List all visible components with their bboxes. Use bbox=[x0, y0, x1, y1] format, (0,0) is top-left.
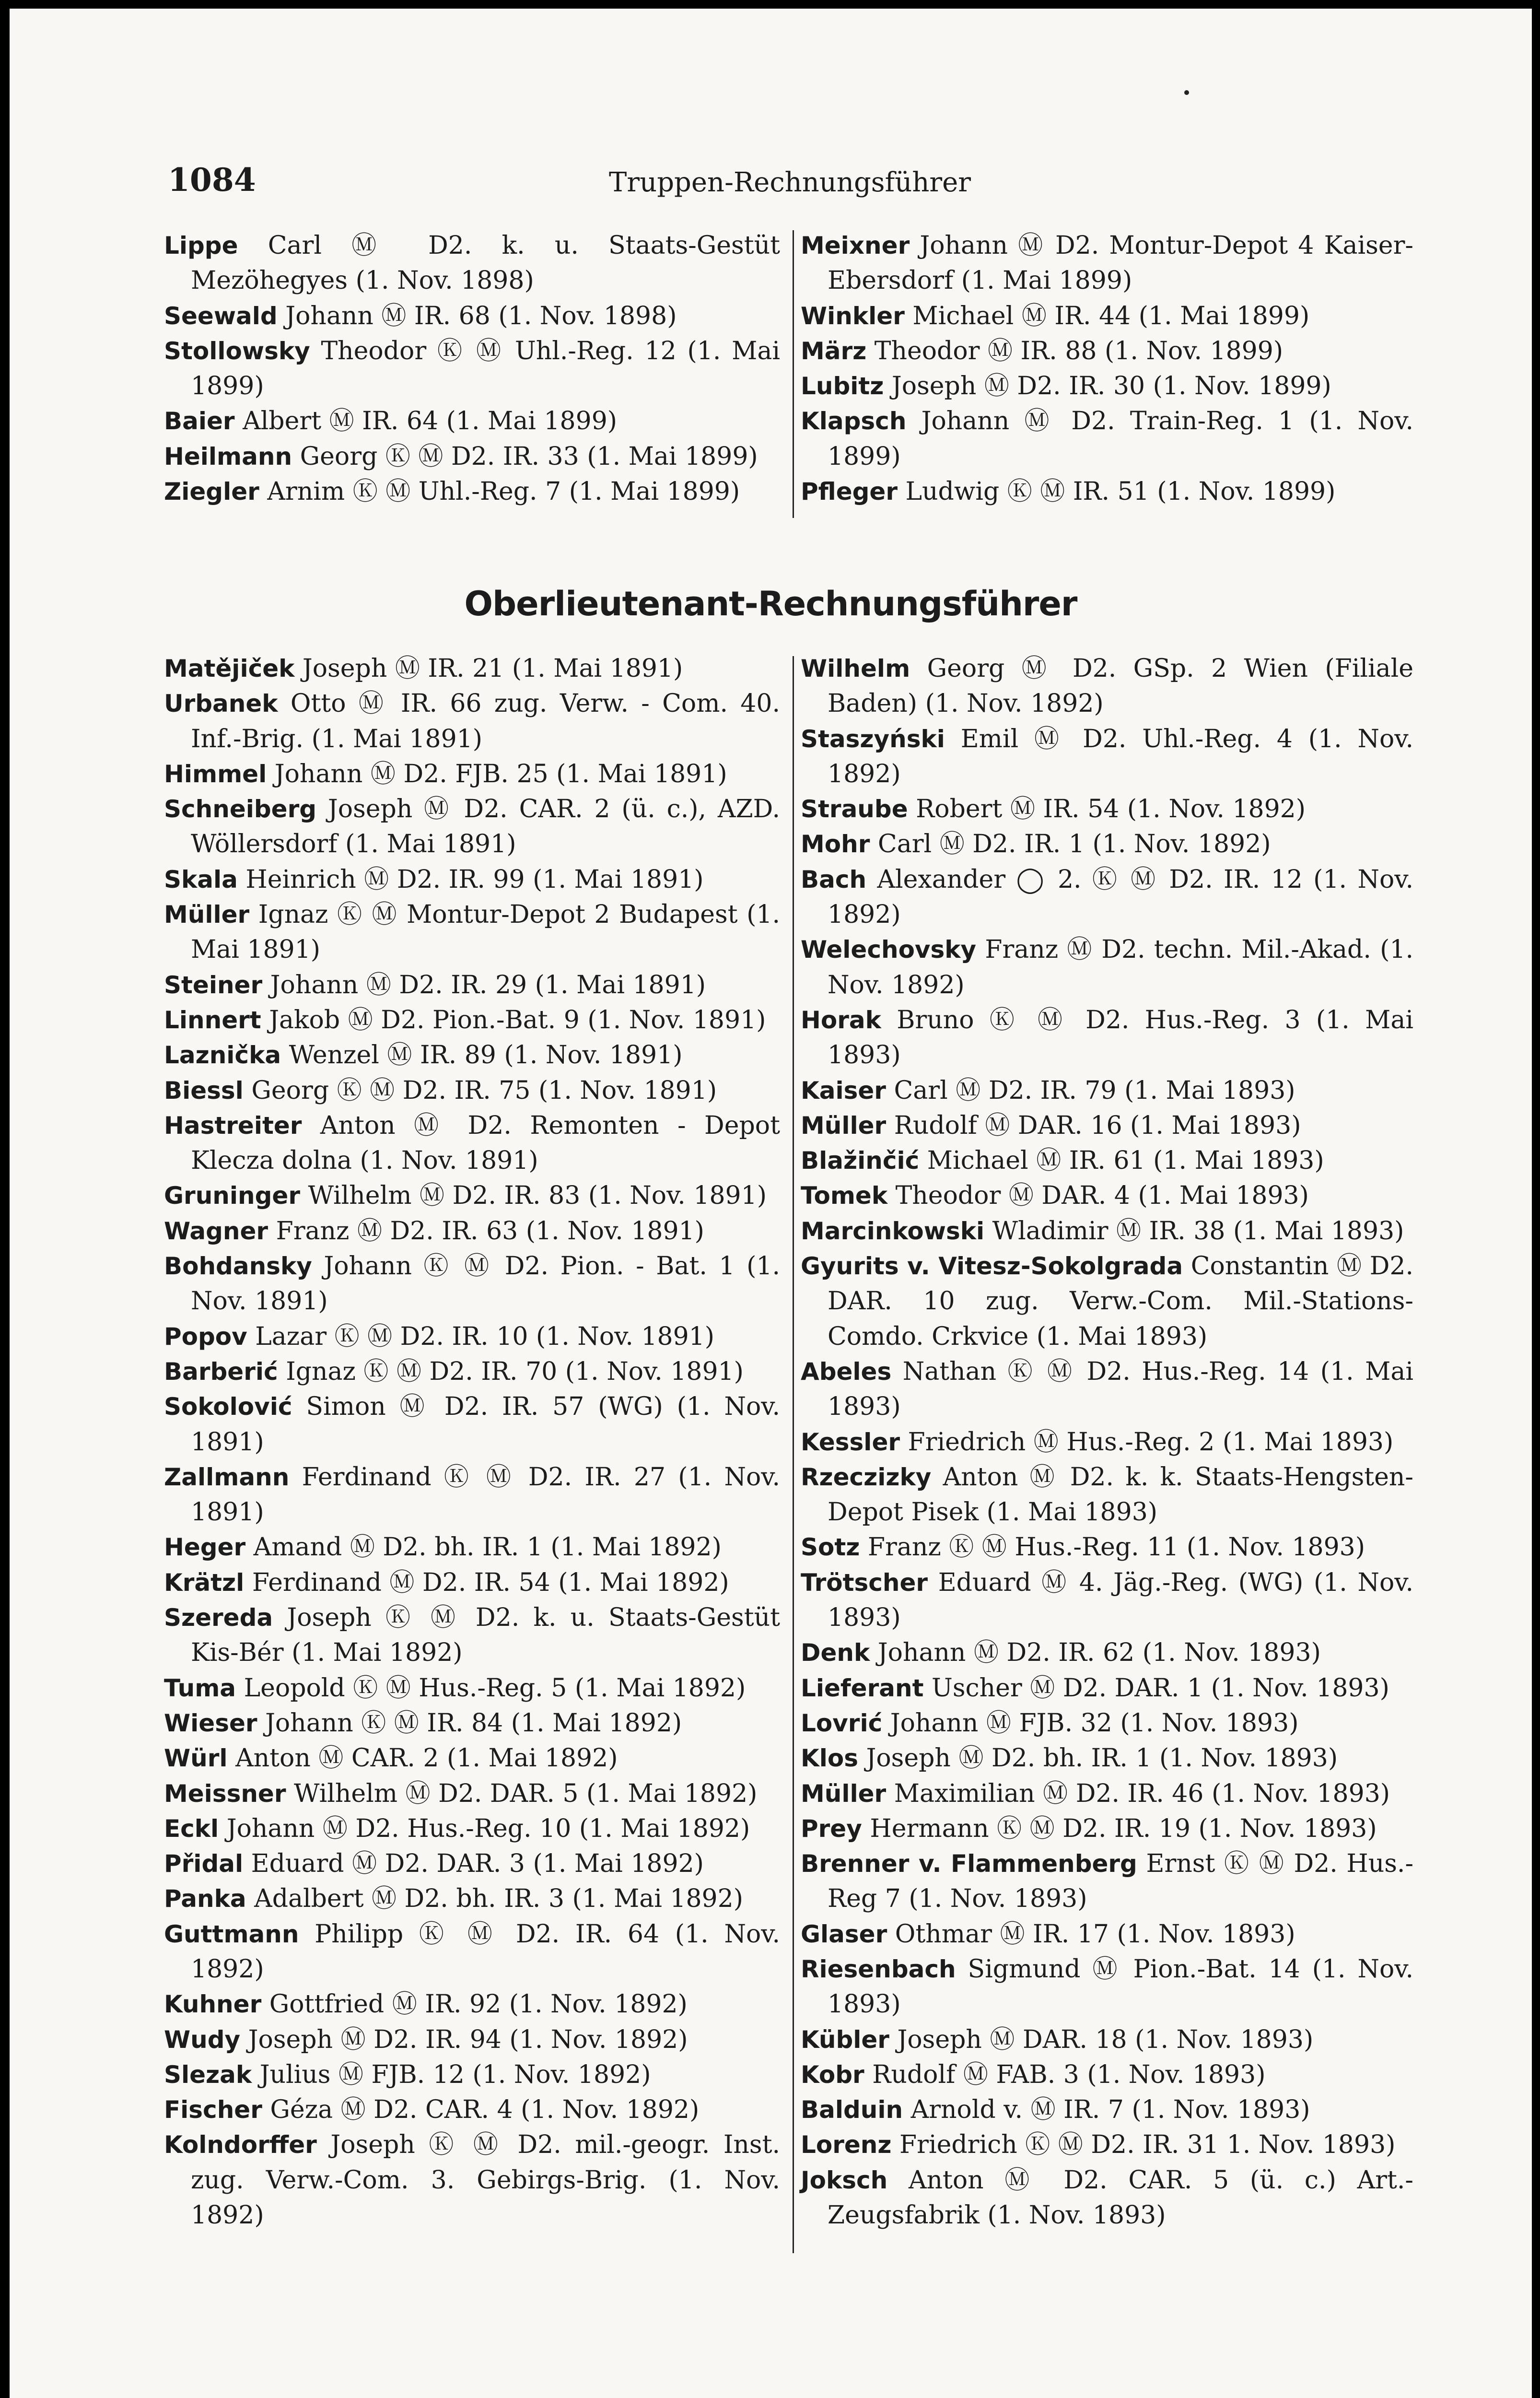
entry-surname: Kuhner bbox=[164, 1990, 262, 2019]
entry-details: Carl Ⓜ D2. k. u. Staats-Gestüt Mezöhegyes (1. Nov. 1898) bbox=[191, 231, 781, 295]
list-item bbox=[801, 1249, 1413, 1354]
entry-surname: Heger bbox=[164, 1533, 246, 1562]
list-item bbox=[801, 1811, 1413, 1846]
list-item bbox=[164, 1214, 780, 1249]
list-item bbox=[801, 474, 1413, 509]
list-item bbox=[801, 2057, 1413, 2092]
entry-surname: Rzeczizky bbox=[801, 1463, 932, 1491]
entry-details: Friedrich Ⓚ Ⓜ D2. IR. 31 1. Nov. 1893) bbox=[899, 2130, 1396, 2160]
entry-details: Joseph Ⓜ D2. IR. 94 (1. Nov. 1892) bbox=[248, 2025, 688, 2054]
entry-details: Franz Ⓜ D2. IR. 63 (1. Nov. 1891) bbox=[276, 1216, 704, 1246]
list-item bbox=[164, 1354, 780, 1389]
entry-surname: Wilhelm bbox=[801, 655, 910, 682]
entry-details: Franz Ⓚ Ⓜ Hus.-Reg. 11 (1. Nov. 1893) bbox=[867, 1533, 1365, 1562]
list-item bbox=[164, 1108, 780, 1179]
entry-surname: Brenner v. Flammenberg bbox=[801, 1850, 1137, 1878]
entry-details: Julius Ⓜ FJB. 12 (1. Nov. 1892) bbox=[259, 2060, 651, 2089]
entry-details: Joseph Ⓜ D2. bh. IR. 1 (1. Nov. 1893) bbox=[866, 1744, 1338, 1773]
list-item bbox=[801, 2163, 1413, 2233]
entry-surname: Bach bbox=[801, 865, 867, 893]
entry-details: Georg Ⓚ Ⓜ D2. IR. 33 (1. Mai 1899) bbox=[300, 442, 758, 471]
entry-details: Joseph Ⓜ D2. IR. 30 (1. Nov. 1899) bbox=[891, 372, 1331, 401]
entry-details: Jakob Ⓜ D2. Pion.-Bat. 9 (1. Nov. 1891) bbox=[269, 1005, 766, 1034]
list-item bbox=[801, 299, 1413, 334]
top-left-column bbox=[164, 228, 780, 509]
entry-details: Heinrich Ⓜ D2. IR. 99 (1. Mai 1891) bbox=[245, 865, 704, 894]
entry-details: Johann Ⓜ D2. FJB. 25 (1. Mai 1891) bbox=[274, 759, 727, 788]
list-item bbox=[164, 1038, 780, 1073]
entry-details: Friedrich Ⓜ Hus.-Reg. 2 (1. Mai 1893) bbox=[908, 1427, 1394, 1457]
entry-details: Johann Ⓜ D2. Montur-Depot 4 Kaiser-Ebersdorf (1. Mai 1899) bbox=[828, 231, 1414, 295]
list-item bbox=[801, 2022, 1413, 2057]
column-divider-main bbox=[793, 656, 794, 2253]
entry-details: Joseph Ⓚ Ⓜ D2. mil.-geogr. Inst. zug. Verw.-Com. 3. Gebirgs-Brig. (1. Nov. 1892) bbox=[191, 2130, 781, 2230]
list-item bbox=[164, 299, 780, 334]
entry-details: Johann Ⓜ D2. Hus.-Reg. 10 (1. Mai 1892) bbox=[226, 1814, 750, 1843]
entry-surname: Horak bbox=[801, 1006, 881, 1034]
list-item bbox=[164, 1389, 780, 1460]
entry-surname: Welechovsky bbox=[801, 936, 977, 964]
entry-details: Emil Ⓜ D2. Uhl.-Reg. 4 (1. Nov. 1892) bbox=[828, 724, 1414, 788]
entry-surname: Tomek bbox=[801, 1182, 888, 1210]
list-item bbox=[164, 1319, 780, 1354]
entry-surname: Linnert bbox=[164, 1006, 261, 1034]
entry-details: Otto Ⓜ IR. 66 zug. Verw. - Com. 40. Inf.-Brig. (1. Mai 1891) bbox=[191, 689, 780, 753]
list-item bbox=[801, 1635, 1413, 1670]
entry-surname: Pfleger bbox=[801, 478, 898, 506]
entry-details: Theodor Ⓜ IR. 88 (1. Nov. 1899) bbox=[874, 336, 1283, 365]
list-item bbox=[164, 228, 780, 299]
entry-surname: Guttmann bbox=[164, 1920, 299, 1948]
entry-details: Joseph Ⓜ IR. 21 (1. Mai 1891) bbox=[302, 654, 683, 683]
column-divider-top bbox=[793, 230, 794, 518]
entry-surname: Zallmann bbox=[164, 1463, 290, 1491]
entry-surname: Abeles bbox=[801, 1357, 892, 1386]
list-item bbox=[801, 1073, 1413, 1108]
list-item bbox=[164, 792, 780, 862]
entry-details: Anton Ⓜ CAR. 2 (1. Mai 1892) bbox=[235, 1744, 618, 1773]
list-item bbox=[164, 1530, 780, 1565]
entry-surname: Ziegler bbox=[164, 478, 259, 506]
list-item bbox=[801, 1776, 1413, 1811]
entry-details: Ludwig Ⓚ Ⓜ IR. 51 (1. Nov. 1899) bbox=[905, 477, 1336, 506]
list-item bbox=[164, 1565, 780, 1600]
section-title: Oberlieutenant-Rechnungsführer bbox=[464, 584, 1077, 623]
list-item bbox=[801, 1846, 1413, 1917]
entry-details: Nathan Ⓚ Ⓜ D2. Hus.-Reg. 14 (1. Mai 1893) bbox=[828, 1357, 1413, 1422]
entry-surname: Hastreiter bbox=[164, 1111, 302, 1140]
list-item bbox=[164, 474, 780, 509]
entry-surname: Krätzl bbox=[164, 1568, 245, 1597]
entry-surname: Staszyński bbox=[801, 725, 945, 753]
list-item bbox=[164, 1671, 780, 1706]
list-item bbox=[164, 686, 780, 757]
entry-surname: Wudy bbox=[164, 2025, 241, 2054]
entry-surname: Sokolović bbox=[164, 1393, 292, 1421]
running-header: Truppen-Rechnungsführer bbox=[609, 167, 971, 198]
entry-details: Theodor Ⓚ Ⓜ Uhl.-Reg. 12 (1. Mai 1899) bbox=[191, 336, 780, 401]
entry-details: Anton Ⓜ D2. CAR. 5 (ü. c.) Art.-Zeugsfabrik (1. Nov. 1893) bbox=[828, 2165, 1413, 2230]
entry-surname: Denk bbox=[801, 1639, 870, 1667]
list-item bbox=[801, 2128, 1413, 2163]
list-item bbox=[801, 1741, 1413, 1776]
entry-details: Rudolf Ⓜ DAR. 16 (1. Mai 1893) bbox=[894, 1111, 1301, 1140]
main-right-column bbox=[801, 651, 1413, 2233]
list-item bbox=[164, 2092, 780, 2128]
list-item bbox=[801, 2092, 1413, 2128]
entry-details: Wilhelm Ⓜ D2. DAR. 5 (1. Mai 1892) bbox=[294, 1779, 758, 1808]
list-item bbox=[801, 1706, 1413, 1741]
list-item bbox=[164, 1881, 780, 1916]
entry-surname: Marcinkowski bbox=[801, 1217, 985, 1245]
entry-details: Johann Ⓚ Ⓜ IR. 84 (1. Mai 1892) bbox=[265, 1708, 682, 1738]
entry-surname: Wieser bbox=[164, 1709, 257, 1737]
entry-surname: Kobr bbox=[801, 2060, 864, 2089]
entry-surname: Panka bbox=[164, 1885, 246, 1913]
entry-surname: Přidal bbox=[164, 1850, 244, 1878]
entry-surname: Schneiberg bbox=[164, 795, 317, 823]
entry-details: Hermann Ⓚ Ⓜ D2. IR. 19 (1. Nov. 1893) bbox=[870, 1814, 1377, 1843]
entry-surname: Würl bbox=[164, 1744, 228, 1773]
list-item bbox=[801, 932, 1413, 1003]
list-item bbox=[801, 722, 1413, 792]
entry-details: Arnim Ⓚ Ⓜ Uhl.-Reg. 7 (1. Mai 1899) bbox=[267, 477, 740, 506]
list-item bbox=[801, 1917, 1413, 1952]
entry-details: Uscher Ⓜ D2. DAR. 1 (1. Nov. 1893) bbox=[932, 1673, 1389, 1703]
entry-details: Theodor Ⓜ DAR. 4 (1. Mai 1893) bbox=[895, 1181, 1309, 1211]
list-item bbox=[164, 404, 780, 439]
entry-details: Joseph Ⓜ DAR. 18 (1. Nov. 1893) bbox=[897, 2025, 1314, 2054]
entry-surname: Lippe bbox=[164, 232, 238, 259]
list-item bbox=[801, 369, 1413, 404]
entry-details: Georg Ⓜ D2. GSp. 2 Wien (Filiale Baden) (1. Nov. 1892) bbox=[828, 654, 1413, 718]
list-item bbox=[801, 1178, 1413, 1213]
entry-details: Joseph Ⓚ Ⓜ D2. k. u. Staats-Gestüt Kis-Bér (1. Mai 1892) bbox=[191, 1603, 780, 1668]
list-item bbox=[164, 2057, 780, 2092]
entry-details: Johann Ⓜ IR. 68 (1. Nov. 1898) bbox=[285, 301, 677, 330]
entry-surname: Joksch bbox=[801, 2166, 888, 2194]
list-item bbox=[801, 334, 1413, 369]
entry-surname: Lovrić bbox=[801, 1709, 883, 1737]
list-item bbox=[164, 1460, 780, 1530]
entry-details: Wladimir Ⓜ IR. 38 (1. Mai 1893) bbox=[992, 1216, 1404, 1246]
entry-details: Michael Ⓜ IR. 44 (1. Mai 1899) bbox=[912, 301, 1310, 330]
list-item bbox=[164, 897, 780, 968]
list-item bbox=[801, 1214, 1413, 1249]
entry-details: Leopold Ⓚ Ⓜ Hus.-Reg. 5 (1. Mai 1892) bbox=[244, 1673, 746, 1703]
top-right-column bbox=[801, 228, 1413, 509]
entry-details: Gottfried Ⓜ IR. 92 (1. Nov. 1892) bbox=[269, 1990, 688, 2019]
entry-details: Adalbert Ⓜ D2. bh. IR. 3 (1. Mai 1892) bbox=[254, 1884, 744, 1914]
entry-details: Bruno Ⓚ Ⓜ D2. Hus.-Reg. 3 (1. Mai 1893) bbox=[828, 1005, 1413, 1070]
list-item bbox=[801, 1108, 1413, 1143]
list-item bbox=[164, 1987, 780, 2022]
entry-surname: Baier bbox=[164, 407, 235, 435]
entry-surname: Matějiček bbox=[164, 655, 295, 682]
list-item bbox=[164, 1846, 780, 1881]
entry-details: Albert Ⓜ IR. 64 (1. Mai 1899) bbox=[243, 407, 618, 436]
list-item bbox=[164, 1003, 780, 1038]
list-item bbox=[164, 1811, 780, 1846]
entry-surname: Wagner bbox=[164, 1217, 268, 1245]
list-item bbox=[164, 968, 780, 1003]
entry-details: Joseph Ⓜ D2. CAR. 2 (ü. c.), AZD. Wöllersdorf (1. Mai 1891) bbox=[191, 795, 780, 859]
entry-surname: Himmel bbox=[164, 760, 267, 788]
entry-surname: Lieferant bbox=[801, 1674, 924, 1702]
entry-surname: Gyurits v. Vitesz-Sokolgrada bbox=[801, 1252, 1183, 1281]
entry-surname: Eckl bbox=[164, 1814, 219, 1843]
entry-details: Constantin Ⓜ D2. DAR. 10 zug. Verw.-Com. Mil.-Stations-Comdo. Crkvice (1. Mai 1893) bbox=[828, 1252, 1414, 1351]
entry-details: Johann Ⓜ D2. IR. 62 (1. Nov. 1893) bbox=[877, 1638, 1321, 1668]
main-left-column bbox=[164, 651, 780, 2233]
entry-surname: Skala bbox=[164, 865, 238, 893]
entry-surname: Barberić bbox=[164, 1357, 278, 1386]
list-item bbox=[164, 1249, 780, 1319]
entry-details: Michael Ⓜ IR. 61 (1. Mai 1893) bbox=[927, 1146, 1324, 1175]
entry-surname: Bohdansky bbox=[164, 1252, 312, 1281]
entry-surname: Kolndorffer bbox=[164, 2131, 317, 2159]
entry-details: Wilhelm Ⓜ D2. IR. 83 (1. Nov. 1891) bbox=[308, 1181, 767, 1211]
entry-details: Ignaz Ⓚ Ⓜ D2. IR. 70 (1. Nov. 1891) bbox=[286, 1357, 744, 1386]
entry-surname: Sotz bbox=[801, 1533, 860, 1562]
list-item bbox=[164, 1776, 780, 1811]
entry-details: Rudolf Ⓜ FAB. 3 (1. Nov. 1893) bbox=[872, 2060, 1266, 2089]
list-item bbox=[801, 1143, 1413, 1178]
entry-details: Anton Ⓜ D2. Remonten - Depot Klecza dolna (1. Nov. 1891) bbox=[191, 1111, 781, 1175]
entry-surname: Urbanek bbox=[164, 690, 278, 718]
entry-details: Lazar Ⓚ Ⓜ D2. IR. 10 (1. Nov. 1891) bbox=[255, 1322, 715, 1351]
entry-surname: Tuma bbox=[164, 1674, 236, 1702]
entry-details: Maximilian Ⓜ D2. IR. 46 (1. Nov. 1893) bbox=[894, 1779, 1390, 1808]
entry-surname: Klapsch bbox=[801, 407, 907, 435]
entry-surname: Kessler bbox=[801, 1428, 900, 1456]
list-item bbox=[801, 1671, 1413, 1706]
entry-details: Simon Ⓜ D2. IR. 57 (WG) (1. Nov. 1891) bbox=[191, 1392, 780, 1457]
speck-mark bbox=[1184, 90, 1189, 95]
entry-surname: Lubitz bbox=[801, 372, 884, 400]
list-item bbox=[164, 1706, 780, 1741]
list-item bbox=[801, 827, 1413, 862]
list-item bbox=[164, 651, 780, 686]
entry-details: Carl Ⓜ D2. IR. 1 (1. Nov. 1892) bbox=[877, 830, 1271, 859]
entry-details: Johann Ⓜ FJB. 32 (1. Nov. 1893) bbox=[890, 1708, 1299, 1738]
list-item bbox=[801, 1565, 1413, 1636]
entry-surname: Heilmann bbox=[164, 442, 292, 470]
entry-surname: Blažinčić bbox=[801, 1147, 920, 1175]
list-item bbox=[164, 1073, 780, 1108]
entry-details: Johann Ⓚ Ⓜ D2. Pion. - Bat. 1 (1. Nov. 1891) bbox=[191, 1252, 780, 1316]
entry-surname: Müller bbox=[164, 901, 250, 929]
entry-details: Anton Ⓜ D2. k. k. Staats-Hengsten-Depot Pisek (1. Mai 1893) bbox=[828, 1462, 1413, 1527]
entry-surname: Mohr bbox=[801, 830, 870, 858]
entry-details: Philipp Ⓚ Ⓜ D2. IR. 64 (1. Nov. 1892) bbox=[191, 1919, 780, 1984]
list-item bbox=[801, 404, 1413, 474]
list-item bbox=[801, 228, 1413, 299]
entry-details: Ferdinand Ⓜ D2. IR. 54 (1. Mai 1892) bbox=[252, 1568, 729, 1597]
entry-surname: Laznička bbox=[164, 1041, 281, 1070]
list-item bbox=[801, 1003, 1413, 1073]
page-sheet bbox=[10, 9, 1532, 2398]
list-item bbox=[164, 1178, 780, 1213]
entry-surname: Biessl bbox=[164, 1076, 244, 1105]
entry-details: Eduard Ⓜ 4. Jäg.-Reg. (WG) (1. Nov. 1893) bbox=[828, 1568, 1414, 1633]
entry-details: Géza Ⓜ D2. CAR. 4 (1. Nov. 1892) bbox=[270, 2095, 700, 2125]
entry-surname: Seewald bbox=[164, 302, 278, 330]
entry-details: Johann Ⓜ D2. Train-Reg. 1 (1. Nov. 1899) bbox=[828, 407, 1413, 471]
entry-surname: Trötscher bbox=[801, 1568, 928, 1597]
entry-details: Carl Ⓜ D2. IR. 79 (1. Mai 1893) bbox=[894, 1076, 1295, 1105]
entry-surname: Stollowsky bbox=[164, 337, 310, 365]
list-item bbox=[164, 1917, 780, 1987]
entry-surname: Klos bbox=[801, 1744, 858, 1773]
entry-surname: Steiner bbox=[164, 971, 263, 999]
list-item bbox=[164, 2022, 780, 2057]
entry-surname: Winkler bbox=[801, 302, 905, 330]
entry-surname: Müller bbox=[801, 1111, 887, 1140]
entry-details: Amand Ⓜ D2. bh. IR. 1 (1. Mai 1892) bbox=[253, 1533, 722, 1562]
entry-surname: März bbox=[801, 337, 867, 365]
entry-surname: Glaser bbox=[801, 1920, 887, 1948]
list-item bbox=[164, 862, 780, 897]
entry-surname: Popov bbox=[164, 1322, 247, 1351]
entry-details: Wenzel Ⓜ IR. 89 (1. Nov. 1891) bbox=[289, 1041, 683, 1070]
entry-surname: Meixner bbox=[801, 232, 910, 259]
list-item bbox=[801, 1530, 1413, 1565]
entry-details: Eduard Ⓜ D2. DAR. 3 (1. Mai 1892) bbox=[251, 1849, 704, 1879]
list-item bbox=[164, 2128, 780, 2233]
entry-surname: Straube bbox=[801, 795, 908, 823]
entry-details: Ernst Ⓚ Ⓜ D2. Hus.-Reg 7 (1. Nov. 1893) bbox=[828, 1849, 1414, 1914]
entry-surname: Slezak bbox=[164, 2060, 252, 2089]
entry-surname: Müller bbox=[801, 1779, 887, 1808]
entry-surname: Kübler bbox=[801, 2025, 889, 2054]
entry-surname: Szereda bbox=[164, 1604, 273, 1632]
entry-details: Sigmund Ⓜ Pion.-Bat. 14 (1. Nov. 1893) bbox=[828, 1954, 1413, 2019]
list-item bbox=[164, 439, 780, 474]
list-item bbox=[801, 1460, 1413, 1530]
list-item bbox=[164, 1600, 780, 1671]
entry-surname: Kaiser bbox=[801, 1076, 886, 1105]
entry-surname: Prey bbox=[801, 1814, 862, 1843]
entry-surname: Lorenz bbox=[801, 2131, 892, 2159]
page-number: 1084 bbox=[168, 161, 256, 199]
list-item bbox=[801, 862, 1413, 933]
entry-surname: Meissner bbox=[164, 1779, 286, 1808]
list-item bbox=[801, 1952, 1413, 2022]
list-item bbox=[164, 1741, 780, 1776]
entry-details: Alexander ◯ 2. Ⓚ Ⓜ D2. IR. 12 (1. Nov. 1892) bbox=[828, 865, 1413, 929]
list-item bbox=[801, 651, 1413, 722]
entry-surname: Riesenbach bbox=[801, 1955, 956, 1983]
entry-details: Robert Ⓜ IR. 54 (1. Nov. 1892) bbox=[916, 795, 1306, 824]
list-item bbox=[164, 334, 780, 404]
entry-details: Franz Ⓜ D2. techn. Mil.-Akad. (1. Nov. 1892) bbox=[828, 935, 1414, 999]
list-item bbox=[164, 757, 780, 792]
list-item bbox=[801, 1354, 1413, 1425]
entry-details: Arnold v. Ⓜ IR. 7 (1. Nov. 1893) bbox=[910, 2095, 1310, 2125]
list-item bbox=[801, 792, 1413, 827]
entry-surname: Gruninger bbox=[164, 1182, 300, 1210]
entry-surname: Balduin bbox=[801, 2096, 903, 2124]
entry-details: Othmar Ⓜ IR. 17 (1. Nov. 1893) bbox=[895, 1919, 1295, 1949]
entry-surname: Fischer bbox=[164, 2096, 262, 2124]
entry-details: Johann Ⓜ D2. IR. 29 (1. Mai 1891) bbox=[270, 970, 706, 999]
entry-details: Georg Ⓚ Ⓜ D2. IR. 75 (1. Nov. 1891) bbox=[251, 1076, 717, 1105]
entry-details: Ferdinand Ⓚ Ⓜ D2. IR. 27 (1. Nov. 1891) bbox=[191, 1462, 781, 1527]
entry-details: Ignaz Ⓚ Ⓜ Montur-Depot 2 Budapest (1. Mai 1891) bbox=[191, 900, 781, 964]
list-item bbox=[801, 1425, 1413, 1460]
